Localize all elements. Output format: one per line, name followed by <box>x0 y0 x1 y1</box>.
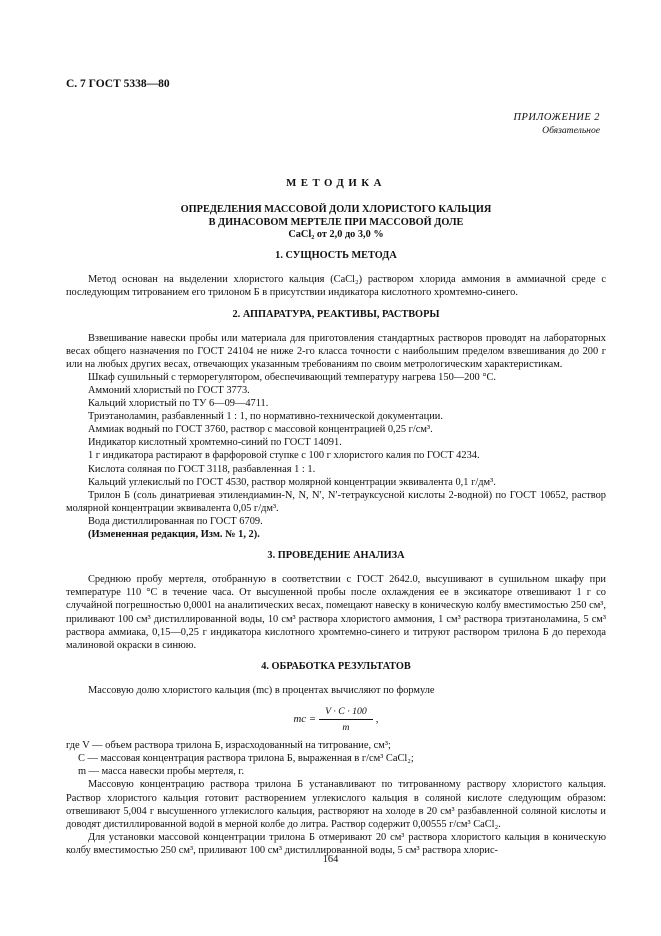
section-4-intro: Массовую долю хлористого кальция (mc) в процентах вычисляют по формуле <box>88 684 435 696</box>
list-item: Кальций хлористый по ТУ 6—09—4711. <box>88 398 269 410</box>
list-item: Аммиак водный по ГОСТ 3760, раствор с массовой концентрацией 0,25 г/см³. <box>88 424 433 436</box>
section-2-paragraph: Взвешивание навески пробы или материала для приготовления стандартных растворов проводят на лабораторных весах общего назначения по ГОСТ 24104 не ниже 2-го класса точности с наибольшим пределом взвешивания до 200 г или на любых других весах, отвечающих указанным требованиям по своим метрологическим характеристикам. <box>66 332 606 370</box>
method-heading: МЕТОДИКА <box>286 177 386 190</box>
section-1-text: Метод основан на выделении хлористого кальция (CaCl₂) раствором хлорида аммония в аммиачной среде с последующим титрованием его трилоном Б в присутствии индикатора кислотного хромтемно-синего. <box>66 274 606 299</box>
formula <box>66 705 606 734</box>
list-item: Индикатор кислотный хромтемно-синий по ГОСТ 14091. <box>88 437 342 449</box>
list-item: Триэтаноламин, разбавленный 1 : 1, по нормативно-технической документации. <box>88 411 443 423</box>
trilon-paragraph: Трилон Б (соль динатриевая этилендиамин-N, N, N′, N′-тетрауксусной кислоты 2-водной) по ГОСТ 10652, раствор молярной концентрации эквивалента 0,05 г/дм³. <box>66 489 606 514</box>
where-line: C — массовая концентрация раствора трилона Б, выраженная в г/см³ CaCl₂; <box>78 753 414 765</box>
appendix-status: Обязательное <box>542 125 600 137</box>
list-item: Кальций углекислый по ГОСТ 4530, раствор молярной концентрации эквивалента 0,1 г/дм³. <box>88 476 496 488</box>
method-title-line-1: ОПРЕДЕЛЕНИЯ МАССОВОЙ ДОЛИ ХЛОРИСТОГО КАЛЬЦИЯ <box>180 204 492 216</box>
section-2-heading: 2. АППАРАТУРА, РЕАКТИВЫ, РАСТВОРЫ <box>232 308 440 320</box>
list-item: Шкаф сушильный с терморегулятором, обеспечивающий температуру нагрева 150—200 °С. <box>88 371 497 383</box>
formula-tail: , <box>375 713 379 726</box>
list-item: Аммоний хлористый по ГОСТ 3773. <box>88 385 250 397</box>
list-item: 1 г индикатора растирают в фарфоровой ступке с 100 г хлористого калия по ГОСТ 4234. <box>88 450 480 462</box>
running-header: С. 7 ГОСТ 5338—80 <box>66 78 170 90</box>
section-4-heading: 4. ОБРАБОТКА РЕЗУЛЬТАТОВ <box>261 660 411 672</box>
section-4-paragraph-3: Для установки массовой концентрации трилона Б отмеривают 20 см³ раствора хлористого кальция в коническую колбу вместимостью 250 см³, приливают 100 см³ дистиллированной воды, 5 см³ раствора хлорис- <box>66 831 606 856</box>
appendix-label: ПРИЛОЖЕНИЕ 2 <box>513 112 600 124</box>
method-title-line-2: В ДИНАСОВОМ МЕРТЕЛЕ ПРИ МАССОВОЙ ДОЛЕ <box>208 216 464 228</box>
section-4-paragraph-2: Массовую концентрацию раствора трилона Б устанавливают по титрованному раствору хлористого кальция. Раствор хлористого кальция готовит растворением углекислого кальция в соляной кислоте следующим образом: отвешивают 5,004 г высушенного углекислого кальция, растворяют на холоде в 20 см³ разбавленной соляной кислоты и доводят дистиллированной водой в мерной колбе до литра. Раствор содержит 0,00555 г/см³ CaCl₂. <box>66 779 606 830</box>
section-1-heading: 1. СУЩНОСТЬ МЕТОДА <box>275 250 397 262</box>
formula-denominator: m <box>342 722 350 734</box>
method-title-line-3: CaCl₂ от 2,0 до 3,0 % <box>288 228 384 240</box>
edition-note: (Измененная редакция, Изм. № 1, 2). <box>88 529 260 541</box>
water-item: Вода дистиллированная по ГОСТ 6709. <box>88 515 263 527</box>
formula-lhs: mc = <box>293 713 317 726</box>
formula-fraction <box>319 705 373 734</box>
list-item: Кислота соляная по ГОСТ 3118, разбавленная 1 : 1. <box>88 463 316 475</box>
section-3-text: Среднюю пробу мертеля, отобранную в соответствии с ГОСТ 2642.0, высушивают в сушильном шкафу при температуре 110 °С в течение часа. От высушенной пробы после охлаждения ее в эксикаторе отвешивают 1 г со случайной погрешностью 0,0001 на аналитических весах, помещают навеску в коническую колбу вместимостью 250 см³, приливают 100 см³ дистиллированной воды, 10 см³ раствора хлористого аммония, 1 см³ раствора триэтаноламина, 5 см³ раствора аммиака, 0,15—0,25 г индикатора кислотного хромтемно-синего и титруют раствором трилона Б до перехода малиновой окраски в синюю. <box>66 574 606 651</box>
where-line: где V — объем раствора трилона Б, израсходованный на титрование, см³; <box>66 740 391 752</box>
where-line: m — масса навески пробы мертеля, г. <box>78 766 245 778</box>
method-title <box>66 204 606 241</box>
appendix-block <box>66 111 600 137</box>
page-number: 164 <box>322 854 339 865</box>
formula-numerator: V · C · 100 <box>319 705 373 720</box>
section-3-heading: 3. ПРОВЕДЕНИЕ АНАЛИЗА <box>267 550 405 562</box>
